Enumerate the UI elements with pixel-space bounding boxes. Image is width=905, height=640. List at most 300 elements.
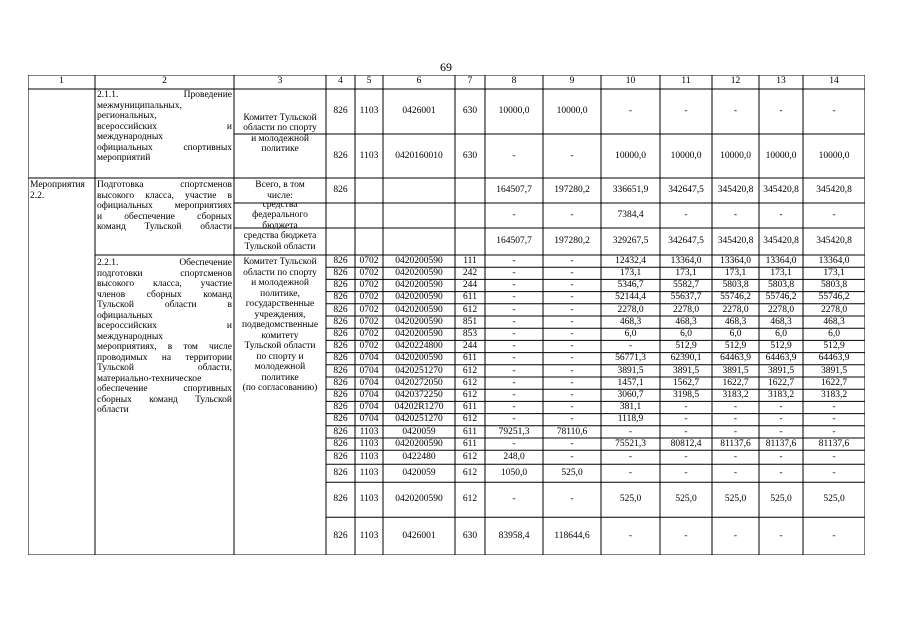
- data-cell: [385, 414, 453, 426]
- data-cell-text: 1103: [359, 426, 379, 437]
- data-cell-text: 0704: [359, 365, 379, 376]
- data-cell: [457, 267, 483, 279]
- data-cell: [761, 401, 801, 413]
- data-cell: [357, 377, 381, 389]
- data-cell-text: -: [628, 451, 633, 462]
- data-cell-text: 525,0: [619, 494, 642, 505]
- data-cell-text: 5346,7: [617, 280, 644, 291]
- header-cell: 11: [681, 76, 691, 86]
- data-cell: [603, 389, 658, 401]
- data-cell: [357, 316, 381, 328]
- data-cell-text: 853: [462, 329, 478, 340]
- data-cell-text: -: [684, 467, 688, 478]
- data-cell: [545, 228, 599, 255]
- data-cell-text: 0426001: [402, 106, 436, 117]
- data-cell-text: -: [779, 210, 783, 221]
- data-cell: [714, 134, 757, 178]
- data-cell-text: 329267,5: [612, 236, 649, 247]
- data-cell: [805, 267, 863, 279]
- data-cell: [603, 340, 658, 352]
- data-cell: [662, 389, 710, 401]
- data-cell: [662, 267, 710, 279]
- data-cell-text: 612: [462, 304, 478, 315]
- data-cell-text: 0704: [359, 414, 379, 425]
- data-cell: [714, 228, 757, 255]
- data-cell-text: 2278,0: [820, 304, 848, 315]
- data-cell: [545, 353, 599, 365]
- data-cell: [761, 353, 801, 365]
- data-cell-text: 826: [333, 292, 348, 303]
- data-cell: [714, 401, 757, 413]
- data-cell: [457, 365, 483, 377]
- data-cell-text: 244: [462, 280, 478, 291]
- data-cell: [457, 328, 483, 340]
- data-cell: [603, 464, 658, 482]
- data-cell-text: -: [832, 402, 836, 413]
- data-cell-text: 10000,0: [498, 106, 530, 117]
- data-cell: [761, 517, 801, 555]
- data-cell-text: 826: [333, 365, 348, 376]
- data-cell-text: 6,0: [828, 329, 840, 340]
- data-cell: [603, 228, 658, 255]
- data-cell: [385, 450, 453, 464]
- data-cell: [385, 328, 453, 340]
- data-cell-text: 612: [462, 377, 478, 388]
- data-cell: [714, 365, 757, 377]
- data-cell-text: 173,1: [724, 268, 747, 279]
- data-cell-text: -: [733, 210, 738, 221]
- data-cell: [714, 328, 757, 340]
- data-cell: [714, 89, 757, 134]
- data-cell-text: 611: [463, 426, 477, 437]
- data-cell: [357, 401, 381, 413]
- data-cell: [487, 134, 541, 178]
- data-cell-text: 1103: [359, 530, 379, 541]
- data-cell: [328, 377, 353, 389]
- kbk-cell: [385, 178, 453, 203]
- data-cell: [714, 304, 757, 316]
- header-cell: 14: [829, 76, 839, 86]
- data-cell: [662, 279, 710, 291]
- data-cell-text: 468,3: [619, 316, 642, 327]
- data-cell-text: -: [512, 365, 516, 376]
- data-cell-text: -: [684, 210, 688, 221]
- data-cell-text: 6,0: [729, 329, 742, 340]
- header-cell: 12: [730, 76, 741, 86]
- data-cell-text: 512,9: [724, 341, 747, 352]
- data-cell: [357, 353, 381, 365]
- data-cell-text: 826: [333, 268, 348, 279]
- data-cell: [545, 414, 599, 426]
- data-cell-text: 468,3: [675, 316, 697, 327]
- data-cell-text: 345420,8: [717, 236, 754, 247]
- data-cell: [357, 464, 381, 482]
- data-cell-text: 7384,4: [617, 210, 644, 221]
- funding-source-text: средства федерального бюджета: [252, 199, 308, 231]
- data-cell-text: 345420,8: [816, 236, 852, 247]
- data-cell-text: -: [733, 106, 738, 117]
- data-cell-text: 1118,9: [617, 414, 644, 425]
- data-cell-text: -: [570, 390, 574, 401]
- data-cell: [714, 203, 757, 228]
- data-cell-text: 0426001: [402, 530, 436, 541]
- data-cell-text: 0704: [359, 377, 379, 388]
- data-cell: [805, 304, 863, 316]
- data-cell-text: 1050,0: [500, 467, 528, 478]
- data-cell: [487, 401, 541, 413]
- data-cell: [714, 426, 757, 438]
- header-cell: 9: [569, 76, 575, 86]
- data-cell-text: 826: [333, 353, 348, 364]
- data-cell: [457, 438, 483, 450]
- data-cell: [805, 389, 863, 401]
- data-cell-text: 10000,0: [615, 150, 646, 161]
- data-cell: [328, 464, 353, 482]
- data-cell: [603, 401, 658, 413]
- data-cell: [385, 255, 453, 267]
- data-cell-text: -: [832, 451, 836, 462]
- data-cell: [487, 464, 541, 482]
- data-cell: [662, 292, 710, 304]
- data-cell: [662, 304, 710, 316]
- kbk-cell: [328, 203, 353, 228]
- data-cell: [603, 267, 658, 279]
- data-cell-text: 0420251270: [395, 414, 443, 425]
- header-cell: 6: [416, 76, 422, 86]
- data-cell-text: 0420200590: [395, 353, 443, 364]
- data-cell: [761, 328, 801, 340]
- data-cell: [805, 255, 863, 267]
- data-cell-text: 3891,5: [722, 365, 749, 376]
- data-cell-text: -: [570, 316, 574, 327]
- header-cell: 1: [59, 76, 64, 86]
- data-cell: [662, 316, 710, 328]
- data-cell-text: 118644,6: [554, 530, 590, 541]
- data-cell-text: 0420200590: [395, 304, 443, 315]
- data-cell: [357, 450, 381, 464]
- data-cell: [385, 279, 453, 291]
- data-cell-text: 0420200590: [395, 268, 443, 279]
- data-cell-text: 0420200590: [395, 316, 443, 327]
- data-cell: [761, 340, 801, 352]
- data-cell-text: -: [570, 353, 574, 364]
- data-cell-text: -: [570, 341, 574, 352]
- data-cell-text: 111: [463, 255, 477, 266]
- data-cell-text: 0420059: [402, 426, 436, 437]
- data-cell: [457, 482, 483, 517]
- data-cell-text: -: [570, 451, 574, 462]
- data-cell: [457, 304, 483, 316]
- data-cell-text: 826: [333, 494, 348, 505]
- data-cell: [545, 464, 599, 482]
- data-cell: [457, 316, 483, 328]
- data-cell-text: -: [779, 467, 783, 478]
- data-cell: [328, 426, 353, 438]
- data-cell-text: 81137,6: [818, 438, 850, 449]
- data-cell: [487, 328, 541, 340]
- data-cell-text: 612: [462, 494, 478, 505]
- data-cell: [603, 517, 658, 555]
- data-cell: [487, 482, 541, 517]
- data-cell: [545, 450, 599, 464]
- data-cell-text: 0422480: [402, 451, 436, 462]
- kbk-cell-text: 826: [333, 185, 348, 196]
- data-cell: [457, 279, 483, 291]
- data-cell-text: 525,0: [675, 494, 697, 505]
- funding-source-text: Всего, в том числе:: [255, 180, 305, 201]
- data-cell: [357, 438, 381, 450]
- data-cell-text: -: [570, 210, 574, 221]
- data-cell-text: -: [512, 341, 516, 352]
- data-cell: [385, 89, 453, 134]
- data-cell-text: -: [684, 106, 688, 117]
- data-cell: [487, 377, 541, 389]
- data-cell: [761, 377, 801, 389]
- data-cell-text: -: [733, 414, 738, 425]
- data-cell: [662, 353, 710, 365]
- data-cell: [662, 438, 710, 450]
- data-cell-text: -: [570, 365, 574, 376]
- data-cell-text: 12432,4: [615, 255, 646, 266]
- data-cell: [714, 353, 757, 365]
- measure-name: 2.1.1. Проведение межмуниципальных, региональных, всероссийских и международных официальных спортивных мероприятий: [97, 90, 232, 163]
- data-cell-text: -: [832, 530, 836, 541]
- data-cell-text: 55746,2: [720, 292, 751, 303]
- data-cell: [457, 353, 483, 365]
- data-cell: [662, 228, 710, 255]
- data-cell-text: 345420,8: [717, 185, 754, 196]
- data-cell: [662, 255, 710, 267]
- data-cell-text: 851: [462, 316, 478, 327]
- data-cell: [457, 134, 483, 178]
- kbk-cell: [357, 178, 381, 203]
- data-cell: [603, 292, 658, 304]
- data-cell: [487, 353, 541, 365]
- page-number: 69: [440, 60, 452, 74]
- kbk-cell: [385, 203, 453, 228]
- data-cell: [328, 340, 353, 352]
- data-cell-text: 525,0: [823, 494, 845, 505]
- data-cell: [761, 316, 801, 328]
- data-cell-text: 826: [333, 414, 348, 425]
- data-cell: [603, 365, 658, 377]
- data-cell: [545, 292, 599, 304]
- data-cell: [603, 377, 658, 389]
- data-cell: [457, 89, 483, 134]
- data-cell-text: 04202R1270: [394, 402, 444, 413]
- data-cell: [805, 438, 863, 450]
- data-cell: [328, 267, 353, 279]
- data-cell: [714, 450, 757, 464]
- data-cell-text: 55746,2: [818, 292, 850, 303]
- data-cell: [714, 414, 757, 426]
- data-cell: [545, 401, 599, 413]
- measure-label: Мероприятия 2.2.: [30, 180, 85, 201]
- data-cell-text: 5582,7: [672, 280, 700, 291]
- data-cell: [805, 89, 863, 134]
- kbk-cell: [385, 228, 453, 255]
- data-cell: [545, 267, 599, 279]
- data-cell-text: -: [570, 414, 574, 425]
- data-cell-text: 826: [333, 438, 348, 449]
- data-cell: [714, 267, 757, 279]
- data-cell: [662, 178, 710, 203]
- data-cell-text: 1103: [359, 150, 379, 161]
- header-cell: 5: [366, 76, 372, 86]
- data-cell: [805, 365, 863, 377]
- data-cell-text: 342647,5: [668, 185, 704, 196]
- data-cell: [545, 438, 599, 450]
- data-cell: [805, 279, 863, 291]
- data-cell-text: 0702: [359, 341, 379, 352]
- data-cell-text: 3891,5: [767, 365, 795, 376]
- data-cell-text: -: [733, 402, 738, 413]
- data-cell-text: 81137,6: [720, 438, 751, 449]
- data-cell: [545, 389, 599, 401]
- data-cell: [761, 228, 801, 255]
- data-cell-text: -: [512, 329, 516, 340]
- data-cell-text: -: [733, 426, 738, 437]
- data-cell: [761, 292, 801, 304]
- kbk-cell: [357, 203, 381, 228]
- data-cell-text: 525,0: [724, 494, 747, 505]
- data-cell: [603, 482, 658, 517]
- data-cell-text: 13364,0: [818, 255, 850, 266]
- data-cell: [805, 228, 863, 255]
- data-cell: [603, 304, 658, 316]
- data-cell: [457, 517, 483, 555]
- data-cell: [603, 178, 658, 203]
- executor-text: Комитет Тульской области по спорту и молодежной политике: [243, 112, 317, 154]
- data-cell: [328, 255, 353, 267]
- data-cell-text: 1103: [359, 106, 379, 117]
- data-cell: [761, 255, 801, 267]
- data-cell: [805, 482, 863, 517]
- data-cell-text: 0420251270: [395, 365, 443, 376]
- data-cell: [662, 414, 710, 426]
- data-cell: [385, 464, 453, 482]
- data-cell-text: -: [779, 530, 783, 541]
- data-cell: [662, 464, 710, 482]
- data-cell-text: 512,9: [770, 341, 792, 352]
- data-cell: [357, 89, 381, 134]
- data-cell-text: 612: [462, 390, 478, 401]
- data-cell-text: 173,1: [675, 268, 697, 279]
- data-cell-text: 525,0: [561, 467, 583, 478]
- data-cell-text: 5803,8: [767, 280, 795, 291]
- data-cell-text: 173,1: [619, 268, 642, 279]
- data-cell: [662, 340, 710, 352]
- data-cell-text: 0420272050: [395, 377, 443, 388]
- data-cell: [457, 450, 483, 464]
- data-cell: [328, 353, 353, 365]
- data-cell-text: 197280,2: [554, 236, 590, 247]
- data-cell: [714, 316, 757, 328]
- data-cell-text: 1103: [359, 451, 379, 462]
- data-cell-text: 6,0: [680, 329, 692, 340]
- data-cell: [603, 438, 658, 450]
- data-cell: [545, 178, 599, 203]
- data-cell: [761, 389, 801, 401]
- data-cell: [545, 365, 599, 377]
- data-cell-text: -: [628, 530, 633, 541]
- data-cell-text: -: [570, 280, 574, 291]
- data-cell: [487, 178, 541, 203]
- data-cell: [328, 365, 353, 377]
- data-cell-text: -: [733, 451, 738, 462]
- data-cell-text: 612: [462, 414, 478, 425]
- funding-source-text: средства бюджета Тульской области: [243, 231, 317, 252]
- data-cell-text: 345420,8: [763, 185, 799, 196]
- data-cell-text: 0420224800: [395, 341, 443, 352]
- data-cell: [457, 464, 483, 482]
- data-cell: [662, 517, 710, 555]
- data-cell: [714, 482, 757, 517]
- data-cell-text: 2278,0: [767, 304, 795, 315]
- data-cell-text: 611: [463, 292, 477, 303]
- data-cell: [761, 450, 801, 464]
- data-cell: [603, 279, 658, 291]
- data-cell: [385, 316, 453, 328]
- data-cell-text: 3891,5: [820, 365, 848, 376]
- data-cell-text: 826: [333, 467, 348, 478]
- data-cell-text: 342647,5: [668, 236, 704, 247]
- data-cell-text: -: [512, 268, 516, 279]
- data-cell: [662, 328, 710, 340]
- data-cell: [805, 450, 863, 464]
- data-cell-text: 826: [333, 150, 348, 161]
- data-cell: [761, 134, 801, 178]
- data-cell: [457, 414, 483, 426]
- data-cell-text: 3183,2: [767, 390, 795, 401]
- data-cell-text: 630: [462, 106, 478, 117]
- data-cell-text: 62390,1: [670, 353, 702, 364]
- data-cell: [545, 340, 599, 352]
- data-cell: [457, 389, 483, 401]
- data-cell: [487, 426, 541, 438]
- data-cell-text: -: [570, 255, 574, 266]
- data-cell-text: 611: [463, 353, 477, 364]
- data-cell: [385, 426, 453, 438]
- data-cell-text: 826: [333, 341, 348, 352]
- data-cell-text: 0420372250: [395, 390, 443, 401]
- data-cell: [761, 426, 801, 438]
- data-cell: [714, 377, 757, 389]
- data-cell: [487, 414, 541, 426]
- data-cell: [662, 401, 710, 413]
- data-cell-text: 0702: [359, 280, 379, 291]
- data-cell: [487, 517, 541, 555]
- data-cell-text: -: [512, 316, 516, 327]
- data-cell-text: 2278,0: [722, 304, 749, 315]
- data-cell-text: 10000,0: [720, 150, 751, 161]
- data-cell-text: 1103: [359, 467, 379, 478]
- data-cell-text: 612: [462, 467, 478, 478]
- data-cell-text: 826: [333, 426, 348, 437]
- data-cell-text: 826: [333, 377, 348, 388]
- data-cell: [357, 414, 381, 426]
- data-cell: [662, 89, 710, 134]
- data-cell: [328, 328, 353, 340]
- data-cell-text: -: [684, 402, 688, 413]
- data-cell: [805, 340, 863, 352]
- data-cell-text: 13364,0: [670, 255, 702, 266]
- header-cell: 8: [511, 76, 517, 86]
- funding-source: [236, 199, 324, 231]
- data-cell: [385, 401, 453, 413]
- data-cell: [714, 517, 757, 555]
- data-cell: [805, 464, 863, 482]
